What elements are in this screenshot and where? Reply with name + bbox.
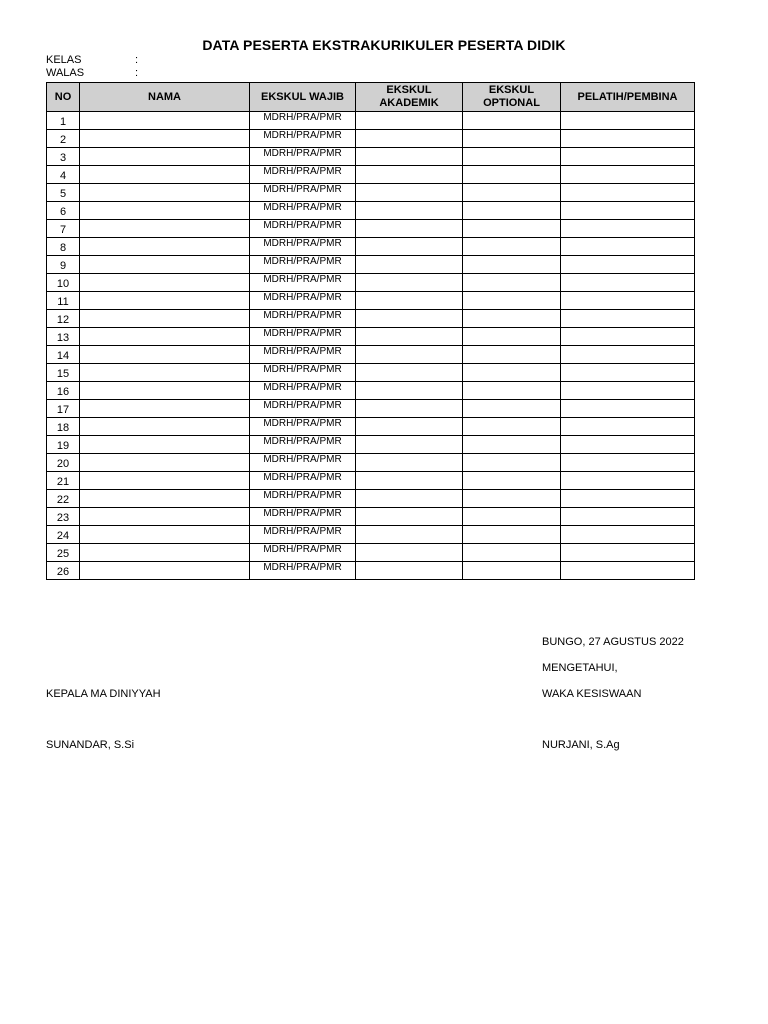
ekskul-akademik-cell[interactable] <box>356 526 463 544</box>
header-ekskul-akademik <box>356 83 463 112</box>
row-number: 20 <box>47 454 80 472</box>
row-number: 12 <box>47 310 80 328</box>
ekskul-akademik-cell[interactable] <box>356 328 463 346</box>
row-number: 17 <box>47 400 80 418</box>
pelatih-pembina-cell[interactable] <box>561 454 695 472</box>
nama-cell[interactable] <box>80 508 250 526</box>
table-row <box>47 544 695 562</box>
nama-cell[interactable] <box>80 256 250 274</box>
pelatih-pembina-cell[interactable] <box>561 184 695 202</box>
ekskul-optional-cell[interactable] <box>463 130 561 148</box>
row-number: 13 <box>47 328 80 346</box>
ekskul-wajib-cell: MDRH/PRA/PMR <box>250 382 356 400</box>
table-row <box>47 148 695 166</box>
table-row <box>47 238 695 256</box>
ekskul-akademik-cell[interactable] <box>356 418 463 436</box>
ekskul-wajib-cell: MDRH/PRA/PMR <box>250 184 356 202</box>
ekskul-optional-cell[interactable] <box>463 184 561 202</box>
header-nama: NAMA <box>80 83 250 112</box>
ekskul-optional-cell[interactable] <box>463 220 561 238</box>
row-number: 4 <box>47 166 80 184</box>
table-row <box>47 364 695 382</box>
ekskul-akademik-cell[interactable] <box>356 508 463 526</box>
right-signer-name: NURJANI, S.Ag <box>542 739 620 751</box>
nama-cell[interactable] <box>80 418 250 436</box>
row-number: 22 <box>47 490 80 508</box>
row-number: 18 <box>47 418 80 436</box>
header-ekskul-akademik-line2: AKADEMIK <box>379 97 439 109</box>
pelatih-pembina-cell[interactable] <box>561 112 695 130</box>
ekskul-wajib-cell: MDRH/PRA/PMR <box>250 454 356 472</box>
table-row <box>47 508 695 526</box>
nama-cell[interactable] <box>80 310 250 328</box>
table-row <box>47 112 695 130</box>
ekskul-akademik-cell[interactable] <box>356 490 463 508</box>
pelatih-pembina-cell[interactable] <box>561 364 695 382</box>
ekskul-akademik-cell[interactable] <box>356 310 463 328</box>
ekskul-optional-cell[interactable] <box>463 382 561 400</box>
ekskul-akademik-cell[interactable] <box>356 454 463 472</box>
ekskul-optional-cell[interactable] <box>463 310 561 328</box>
document-title: DATA PESERTA EKSTRAKURIKULER PESERTA DIDIK <box>202 37 566 53</box>
ekskul-akademik-cell[interactable] <box>356 238 463 256</box>
row-number: 15 <box>47 364 80 382</box>
row-number: 6 <box>47 202 80 220</box>
table-row <box>47 328 695 346</box>
pelatih-pembina-cell[interactable] <box>561 202 695 220</box>
ekskul-wajib-cell: MDRH/PRA/PMR <box>250 346 356 364</box>
ekskul-akademik-cell[interactable] <box>356 364 463 382</box>
row-number: 11 <box>47 292 80 310</box>
row-number: 2 <box>47 130 80 148</box>
ekskul-optional-cell[interactable] <box>463 292 561 310</box>
pelatih-pembina-cell[interactable] <box>561 346 695 364</box>
pelatih-pembina-cell[interactable] <box>561 256 695 274</box>
nama-cell[interactable] <box>80 220 250 238</box>
ekskul-akademik-cell[interactable] <box>356 220 463 238</box>
row-number: 14 <box>47 346 80 364</box>
mengetahui-label: MENGETAHUI, <box>542 662 618 674</box>
pelatih-pembina-cell[interactable] <box>561 382 695 400</box>
header-ekskul-akademik-line1: EKSKUL <box>386 84 432 96</box>
walas-separator: : <box>135 67 139 79</box>
ekskul-optional-cell[interactable] <box>463 400 561 418</box>
ekskul-wajib-cell: MDRH/PRA/PMR <box>250 526 356 544</box>
ekskul-akademik-cell[interactable] <box>356 544 463 562</box>
pelatih-pembina-cell[interactable] <box>561 418 695 436</box>
nama-cell[interactable] <box>80 238 250 256</box>
row-number: 25 <box>47 544 80 562</box>
pelatih-pembina-cell[interactable] <box>561 472 695 490</box>
ekskul-optional-cell[interactable] <box>463 364 561 382</box>
ekskul-wajib-cell: MDRH/PRA/PMR <box>250 292 356 310</box>
ekskul-wajib-cell: MDRH/PRA/PMR <box>250 508 356 526</box>
row-number: 7 <box>47 220 80 238</box>
ekskul-akademik-cell[interactable] <box>356 184 463 202</box>
left-signer-name: SUNANDAR, S.Si <box>46 739 135 751</box>
ekskul-wajib-cell: MDRH/PRA/PMR <box>250 364 356 382</box>
nama-cell[interactable] <box>80 472 250 490</box>
ekskul-akademik-cell[interactable] <box>356 148 463 166</box>
table-row <box>47 382 695 400</box>
row-number: 24 <box>47 526 80 544</box>
ekskul-akademik-cell[interactable] <box>356 562 463 580</box>
ekskul-akademik-cell[interactable] <box>356 112 463 130</box>
ekskul-akademik-cell[interactable] <box>356 346 463 364</box>
row-number: 23 <box>47 508 80 526</box>
ekskul-optional-cell[interactable] <box>463 418 561 436</box>
row-number: 5 <box>47 184 80 202</box>
ekskul-optional-cell[interactable] <box>463 436 561 454</box>
pelatih-pembina-cell[interactable] <box>561 400 695 418</box>
nama-cell[interactable] <box>80 490 250 508</box>
ekskul-wajib-cell: MDRH/PRA/PMR <box>250 310 356 328</box>
ekskul-wajib-cell: MDRH/PRA/PMR <box>250 130 356 148</box>
ekskul-wajib-cell: MDRH/PRA/PMR <box>250 400 356 418</box>
header-ekskul-optional-line2: OPTIONAL <box>483 97 540 109</box>
nama-cell[interactable] <box>80 130 250 148</box>
row-number: 19 <box>47 436 80 454</box>
ekskul-akademik-cell[interactable] <box>356 472 463 490</box>
pelatih-pembina-cell[interactable] <box>561 310 695 328</box>
table-row <box>47 256 695 274</box>
row-number: 16 <box>47 382 80 400</box>
nama-cell[interactable] <box>80 562 250 580</box>
ekskul-optional-cell[interactable] <box>463 166 561 184</box>
table-row <box>47 418 695 436</box>
ekskul-wajib-cell: MDRH/PRA/PMR <box>250 328 356 346</box>
row-number: 10 <box>47 274 80 292</box>
ekskul-optional-cell[interactable] <box>463 148 561 166</box>
pelatih-pembina-cell[interactable] <box>561 166 695 184</box>
table-header-row <box>47 83 695 112</box>
table-row <box>47 130 695 148</box>
ekskul-wajib-cell: MDRH/PRA/PMR <box>250 148 356 166</box>
table-body <box>47 112 695 580</box>
header-no: NO <box>47 83 80 112</box>
table-row <box>47 166 695 184</box>
ekskul-optional-cell[interactable] <box>463 112 561 130</box>
nama-cell[interactable] <box>80 328 250 346</box>
ekskul-optional-cell[interactable] <box>463 508 561 526</box>
participant-table <box>46 82 695 580</box>
row-number: 3 <box>47 148 80 166</box>
table-row <box>47 472 695 490</box>
row-number: 26 <box>47 562 80 580</box>
pelatih-pembina-cell[interactable] <box>561 328 695 346</box>
place-date: BUNGO, 27 AGUSTUS 2022 <box>542 636 684 648</box>
ekskul-optional-cell[interactable] <box>463 274 561 292</box>
nama-cell[interactable] <box>80 436 250 454</box>
nama-cell[interactable] <box>80 364 250 382</box>
table-row <box>47 562 695 580</box>
ekskul-optional-cell[interactable] <box>463 544 561 562</box>
right-signer-role: WAKA KESISWAAN <box>542 688 642 700</box>
row-number: 21 <box>47 472 80 490</box>
pelatih-pembina-cell[interactable] <box>561 544 695 562</box>
pelatih-pembina-cell[interactable] <box>561 292 695 310</box>
nama-cell[interactable] <box>80 346 250 364</box>
walas-field <box>46 67 138 80</box>
ekskul-optional-cell[interactable] <box>463 346 561 364</box>
ekskul-wajib-cell: MDRH/PRA/PMR <box>250 544 356 562</box>
ekskul-wajib-cell: MDRH/PRA/PMR <box>250 166 356 184</box>
ekskul-akademik-cell[interactable] <box>356 382 463 400</box>
nama-cell[interactable] <box>80 382 250 400</box>
table-row <box>47 184 695 202</box>
ekskul-optional-cell[interactable] <box>463 472 561 490</box>
ekskul-akademik-cell[interactable] <box>356 436 463 454</box>
table-row <box>47 400 695 418</box>
ekskul-optional-cell[interactable] <box>463 490 561 508</box>
nama-cell[interactable] <box>80 400 250 418</box>
table-row <box>47 346 695 364</box>
ekskul-akademik-cell[interactable] <box>356 274 463 292</box>
ekskul-akademik-cell[interactable] <box>356 202 463 220</box>
table-row <box>47 526 695 544</box>
ekskul-optional-cell[interactable] <box>463 562 561 580</box>
nama-cell[interactable] <box>80 166 250 184</box>
table-row <box>47 310 695 328</box>
ekskul-optional-cell[interactable] <box>463 202 561 220</box>
ekskul-akademik-cell[interactable] <box>356 400 463 418</box>
ekskul-wajib-cell: MDRH/PRA/PMR <box>250 238 356 256</box>
table-row <box>47 454 695 472</box>
pelatih-pembina-cell[interactable] <box>561 148 695 166</box>
ekskul-akademik-cell[interactable] <box>356 256 463 274</box>
table-row <box>47 490 695 508</box>
ekskul-wajib-cell: MDRH/PRA/PMR <box>250 418 356 436</box>
table-row <box>47 274 695 292</box>
walas-label: WALAS <box>46 67 85 79</box>
ekskul-akademik-cell[interactable] <box>356 166 463 184</box>
row-number: 1 <box>47 112 80 130</box>
kelas-label: KELAS <box>46 54 82 66</box>
table-row <box>47 292 695 310</box>
left-signer-role: KEPALA MA DINIYYAH <box>46 688 161 700</box>
pelatih-pembina-cell[interactable] <box>561 238 695 256</box>
nama-cell[interactable] <box>80 274 250 292</box>
ekskul-wajib-cell: MDRH/PRA/PMR <box>250 562 356 580</box>
nama-cell[interactable] <box>80 202 250 220</box>
pelatih-pembina-cell[interactable] <box>561 220 695 238</box>
header-ekskul-optional-line1: EKSKUL <box>488 84 535 96</box>
pelatih-pembina-cell[interactable] <box>561 508 695 526</box>
ekskul-optional-cell[interactable] <box>463 238 561 256</box>
nama-cell[interactable] <box>80 184 250 202</box>
ekskul-optional-cell[interactable] <box>463 526 561 544</box>
pelatih-pembina-cell[interactable] <box>561 436 695 454</box>
header-pelatih-pembina: PELATIH/PEMBINA <box>561 83 695 112</box>
pelatih-pembina-cell[interactable] <box>561 562 695 580</box>
pelatih-pembina-cell[interactable] <box>561 274 695 292</box>
nama-cell[interactable] <box>80 526 250 544</box>
kelas-separator: : <box>135 54 139 66</box>
nama-cell[interactable] <box>80 292 250 310</box>
row-number: 9 <box>47 256 80 274</box>
ekskul-akademik-cell[interactable] <box>356 130 463 148</box>
header-ekskul-wajib: EKSKUL WAJIB <box>250 83 356 112</box>
nama-cell[interactable] <box>80 544 250 562</box>
ekskul-wajib-cell: MDRH/PRA/PMR <box>250 256 356 274</box>
nama-cell[interactable] <box>80 148 250 166</box>
ekskul-optional-cell[interactable] <box>463 328 561 346</box>
ekskul-wajib-cell: MDRH/PRA/PMR <box>250 202 356 220</box>
header-ekskul-optional <box>463 83 561 112</box>
ekskul-wajib-cell: MDRH/PRA/PMR <box>250 436 356 454</box>
ekskul-wajib-cell: MDRH/PRA/PMR <box>250 490 356 508</box>
pelatih-pembina-cell[interactable] <box>561 130 695 148</box>
ekskul-akademik-cell[interactable] <box>356 292 463 310</box>
row-number: 8 <box>47 238 80 256</box>
ekskul-optional-cell[interactable] <box>463 454 561 472</box>
table-row <box>47 202 695 220</box>
nama-cell[interactable] <box>80 454 250 472</box>
pelatih-pembina-cell[interactable] <box>561 526 695 544</box>
ekskul-optional-cell[interactable] <box>463 256 561 274</box>
ekskul-wajib-cell: MDRH/PRA/PMR <box>250 472 356 490</box>
pelatih-pembina-cell[interactable] <box>561 490 695 508</box>
ekskul-wajib-cell: MDRH/PRA/PMR <box>250 274 356 292</box>
nama-cell[interactable] <box>80 112 250 130</box>
ekskul-wajib-cell: MDRH/PRA/PMR <box>250 220 356 238</box>
table-row <box>47 220 695 238</box>
ekskul-wajib-cell: MDRH/PRA/PMR <box>250 112 356 130</box>
kelas-field <box>46 54 138 67</box>
table-row <box>47 436 695 454</box>
